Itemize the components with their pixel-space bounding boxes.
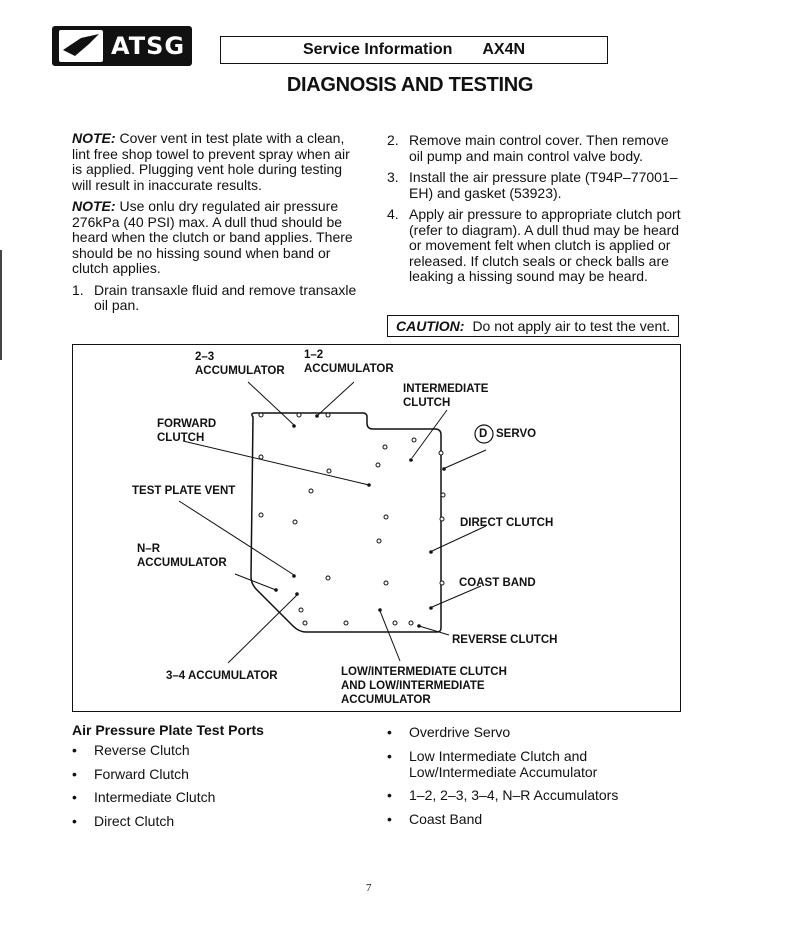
list-item: [387, 787, 627, 803]
bullet: •: [387, 747, 392, 764]
list-item: [387, 811, 627, 827]
label-servo: SERVO: [496, 428, 537, 440]
label-low-intermediate: LOW/INTERMEDIATE CLUTCH AND LOW/INTERMEDIATE ACCUMULATOR: [341, 666, 507, 706]
step-number: 2.: [387, 132, 399, 148]
leader-lines: [179, 382, 489, 663]
list-item-text: Intermediate Clutch: [94, 789, 216, 805]
logo-text: ATSG: [111, 32, 186, 60]
list-item-text: Coast Band: [409, 810, 483, 827]
note-text: Cover vent in test plate with a clean, lint free shop towel to prevent spray when air is applied. Plugging vent hole during testing will result in inaccurate results.: [72, 130, 350, 193]
bullet: •: [72, 812, 77, 829]
left-column: [72, 131, 362, 320]
step-1: [72, 283, 362, 314]
label-direct-clutch: DIRECT CLUTCH: [460, 517, 554, 529]
label-1-2-accumulator: 1–2 ACCUMULATOR: [304, 349, 394, 375]
step-text: Remove main control cover. Then remove oil pump and main control valve body.: [409, 132, 669, 164]
list-item-text: Direct Clutch: [94, 812, 175, 829]
bullet: •: [72, 742, 77, 758]
list-item-text: Reverse Clutch: [94, 742, 190, 758]
caution-text: Do not apply air to test the vent.: [472, 318, 671, 334]
logo-bird-icon: [59, 30, 103, 62]
step-number: 4.: [387, 206, 399, 222]
note-text: Use onlu dry regulated air pressure 276kPa (40 PSI) max. A dull thud should be heard when the clutch or band applies. There should be no hissing sound when band or clutch applies.: [72, 198, 353, 276]
label-3-4-accumulator: 3–4 ACCUMULATOR: [166, 670, 278, 682]
page-number: 7: [366, 882, 372, 894]
atsg-logo: [52, 26, 192, 66]
step-text: Apply air pressure to appropriate clutch port (refer to diagram). A dull thud may be heard or movement felt when clutch is applied or released. If clutch seals or check balls are leaking a hissing sound may be heard.: [409, 206, 681, 284]
note-label: NOTE:: [72, 130, 116, 146]
list-item: [72, 789, 215, 805]
label-reverse-clutch: REVERSE CLUTCH: [452, 634, 558, 646]
bullet: •: [72, 765, 77, 782]
list-item: [72, 766, 215, 782]
step-text: Drain transaxle fluid and remove transaxle oil pan.: [94, 281, 357, 313]
right-column: [387, 133, 682, 291]
scan-edge-mark: [0, 250, 2, 360]
service-info-box: [220, 36, 608, 64]
test-plate-diagram: [72, 344, 681, 712]
ports-list-right: [387, 724, 627, 834]
caution-label: CAUTION:: [396, 318, 465, 334]
label-coast-band: COAST BAND: [459, 577, 536, 589]
label-intermediate-clutch: INTERMEDIATE CLUTCH: [403, 383, 489, 409]
list-item: [72, 813, 215, 829]
label-2-3-accumulator: 2–3 ACCUMULATOR: [195, 351, 285, 377]
step-3: [387, 170, 682, 201]
step-text: Install the air pressure plate (T94P–77001–EH) and gasket (53923).: [409, 169, 678, 201]
list-item-text: 1–2, 2–3, 3–4, N–R Accumulators: [409, 787, 619, 803]
port-holes: [259, 413, 445, 625]
ports-list-left: [72, 742, 215, 836]
list-item: [387, 748, 627, 780]
note-1: [72, 131, 362, 193]
label-servo-letter: D: [479, 428, 488, 440]
ports-heading: Air Pressure Plate Test Ports: [72, 722, 264, 738]
step-number: 1.: [72, 281, 84, 298]
step-number: 3.: [387, 169, 399, 185]
label-forward-clutch: FORWARD CLUTCH: [157, 418, 217, 444]
label-test-plate-vent: TEST PLATE VENT: [132, 485, 236, 497]
service-info-label: Service Information: [303, 41, 453, 58]
test-plate-drawing: [73, 345, 682, 713]
model-label: AX4N: [482, 41, 526, 58]
bullet: •: [387, 787, 392, 803]
list-item: [72, 742, 215, 758]
bullet: •: [387, 810, 392, 827]
label-nr-accumulator: N–R ACCUMULATOR: [137, 543, 227, 569]
list-item: [387, 724, 627, 740]
step-2: [387, 133, 682, 164]
list-item-text: Forward Clutch: [94, 765, 189, 782]
bullet: •: [387, 724, 392, 740]
note-label: NOTE:: [72, 198, 116, 214]
step-4: [387, 207, 682, 285]
caution-box: [387, 315, 679, 337]
list-item-text: Overdrive Servo: [409, 724, 511, 740]
test-plate-outline: [251, 413, 441, 632]
list-item-text: Low Intermediate Clutch and Low/Intermediate Accumulator: [409, 747, 598, 780]
page-title: DIAGNOSIS AND TESTING: [286, 74, 534, 96]
bullet: •: [72, 789, 77, 805]
note-2: [72, 199, 362, 277]
